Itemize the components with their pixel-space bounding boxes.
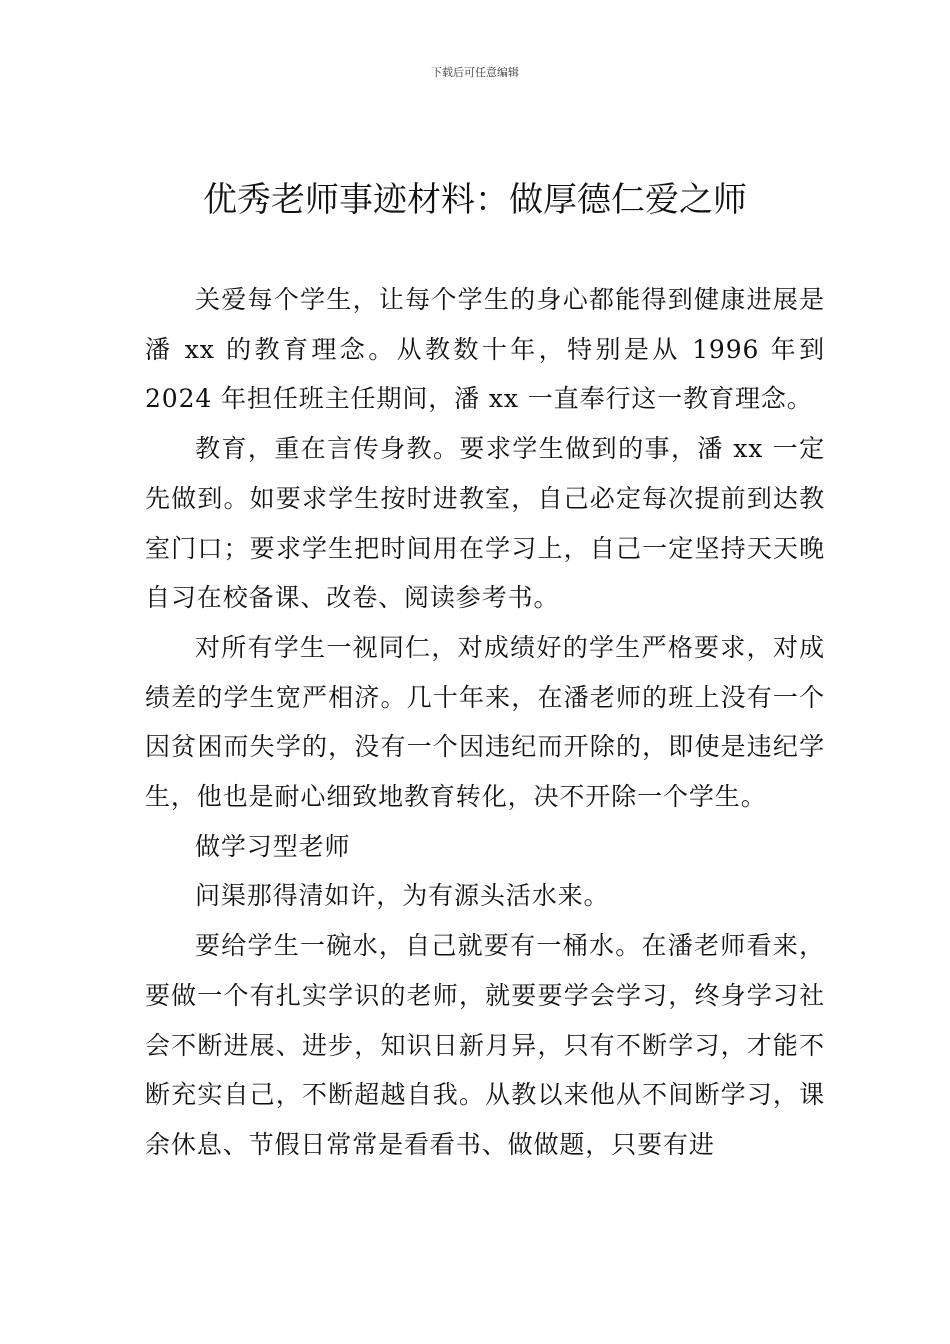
paragraph-4: 要给学生一碗水，自己就要有一桶水。在潘老师看来，要做一个有扎实学识的老师，就要要学会学习，终身学习社会不断进展、进步，知识日新月异，只有不断学习，才能不断充实自己，不断超越自我。从教以来他从不间断学习，课余休息、节假日常常是看看书、做做题，只要有进: [145, 931, 825, 1159]
quote-line: 问渠那得清如许，为有源头活水来。: [195, 881, 610, 911]
paragraph-1: 关爱每个学生，让每个学生的身心都能得到健康进展是潘 xx 的教育理念。从教数十年，特别是从 1996 年到 2024 年担任班主任期间，潘 xx 一直奉行这一教育理念。: [145, 285, 825, 414]
document-title: 优秀老师事迹材料：做厚德仁爱之师: [203, 180, 747, 220]
paragraph-2: 教育，重在言传身教。要求学生做到的事，潘 xx 一定先做到。如要求学生按时进教室，自己必定每次提前到达教室门口；要求学生把时间用在学习上，自己一定坚持天天晚自习在校备课、改卷、阅读参考书。: [145, 434, 825, 613]
paragraph-3: 对所有学生一视同仁，对成绩好的学生严格要求，对成绩差的学生宽严相济。几十年来，在潘老师的班上没有一个因贫困而失学的，没有一个因违纪而开除的，即使是违纪学生，他也是耐心细致地教育转化，决不开除一个学生。: [145, 632, 825, 812]
header-note: 下载后可任意编辑: [431, 66, 519, 79]
section-heading: 做学习型老师: [195, 831, 351, 861]
document-body: [145, 275, 825, 1170]
